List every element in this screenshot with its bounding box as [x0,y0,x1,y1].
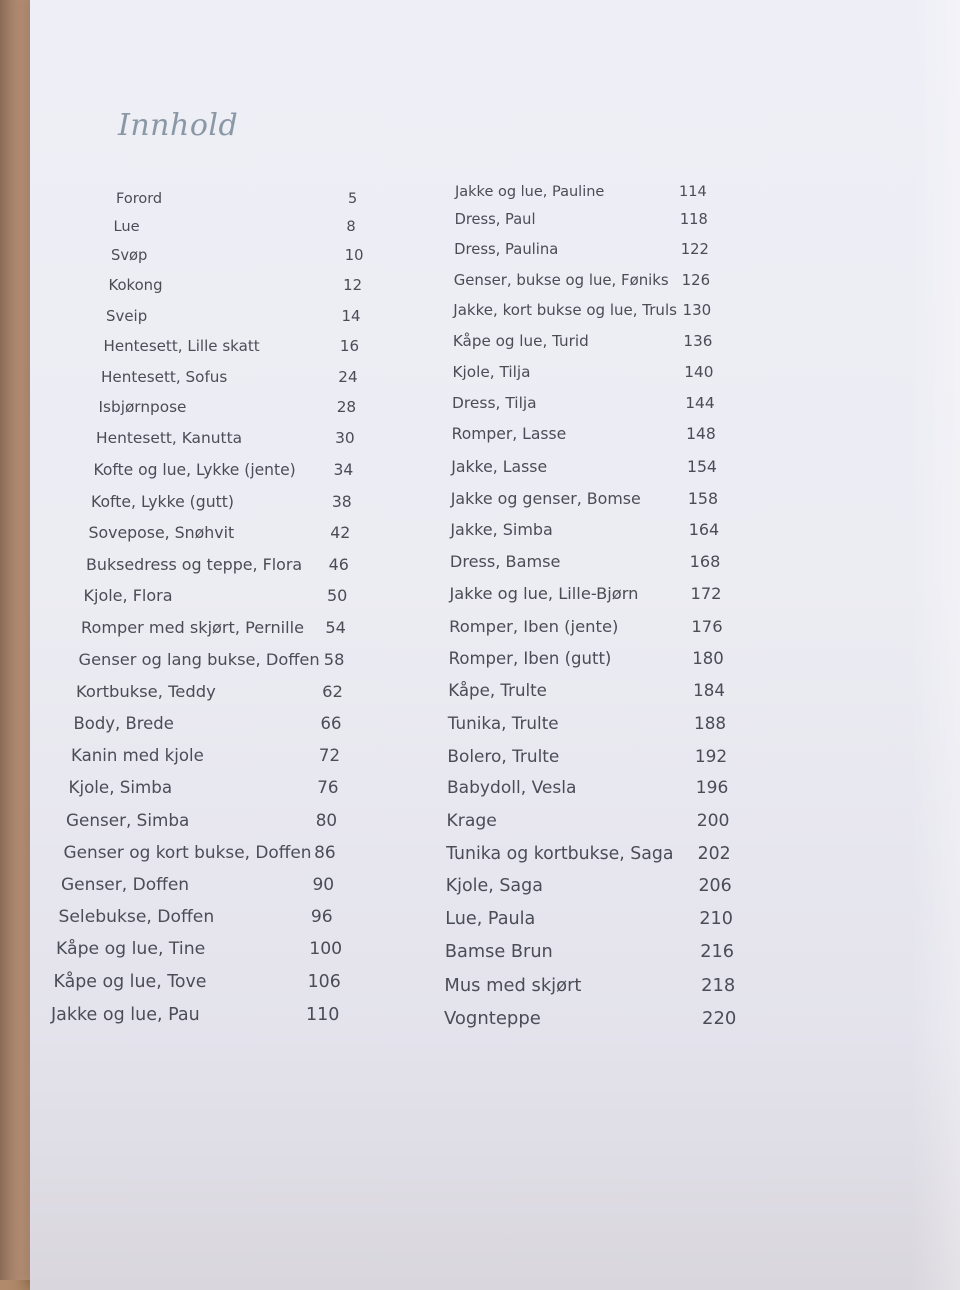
toc-entry-page-number: 14 [341,306,361,325]
toc-entry-page-number: 140 [684,362,714,381]
toc-entry-page-number: 202 [697,843,731,864]
toc-entry-title: Jakke og lue, Pauline [455,183,605,200]
toc-entry-page-number: 106 [307,971,341,992]
toc-entry-page-number: 154 [686,456,717,476]
toc-entry-page-number: 196 [695,778,729,799]
toc-entry-title: Jakke, kort bukse og lue, Truls [453,301,677,320]
toc-entry-page-number: 164 [688,520,720,540]
toc-entry-title: Body, Brede [73,713,174,733]
toc-entry-page-number: 218 [701,975,736,997]
toc-entry-title: Kofte og lue, Lykke (jente) [93,460,296,479]
toc-entry-page-number: 192 [694,745,728,766]
toc-entry-title: Buksedress og teppe, Flora [86,554,303,574]
toc-entry-title: Dress, Paul [454,211,536,229]
toc-entry-page-number: 96 [310,907,333,928]
toc-entry-title: Mus med skjørt [444,975,582,997]
toc-entry-title: Genser, bukse og lue, Føniks [453,270,669,289]
toc-entry-title: Jakke, Lasse [451,456,548,476]
toc-entry-page-number: 34 [333,460,354,479]
toc-entry-title: Lue [113,217,140,235]
toc-entry-page-number: 72 [318,745,340,765]
toc-entry-page-number: 210 [699,909,733,930]
toc-entry-page-number: 168 [689,552,721,572]
toc-entry-title: Genser, Simba [66,810,190,831]
toc-entry-title: Jakke og genser, Bomse [450,488,641,508]
toc-entry-title: Kjole, Flora [83,586,173,606]
toc-entry-title: Svøp [111,246,148,264]
toc-entry-page-number: 86 [314,842,336,863]
toc-entry-title: Forord [116,190,163,207]
toc-entry-title: Genser, Doffen [61,874,190,895]
toc-entry-page-number: 176 [691,616,723,636]
toc-entry-page-number: 10 [344,246,364,264]
toc-entry-page-number: 42 [330,523,351,543]
toc-entry-page-number: 144 [685,394,715,413]
toc-entry-title: Dress, Paulina [454,240,559,258]
toc-entry-title: Sveip [106,306,148,325]
toc-entry-page-number: 66 [320,713,342,733]
toc-entry-title: Hentesett, Sofus [101,367,228,386]
toc-entry-title: Romper, Iben (jente) [449,616,619,636]
toc-entry-page-number: 50 [327,586,348,606]
toc-entry-title: Kjole, Simba [68,777,173,797]
toc-entry-title: Sovepose, Snøhvit [88,523,235,543]
toc-entry-page-number: 172 [690,584,722,604]
toc-entry-page-number: 24 [338,367,358,386]
toc-entry-title: Jakke, Simba [450,520,553,540]
toc-entry-page-number: 8 [346,217,356,235]
toc-entry-page-number: 158 [687,488,719,508]
toc-entry-page-number: 5 [348,190,358,207]
toc-entry-title: Kåpe og lue, Tine [56,939,206,960]
toc-entry-title: Bolero, Trulte [447,745,560,766]
toc-entry-title: Kofte, Lykke (gutt) [91,491,234,511]
toc-entry-page-number: 46 [328,554,349,574]
toc-entry-title: Kortbukse, Teddy [76,681,216,701]
toc-entry-title: Kåpe og lue, Tove [53,971,207,992]
toc-entry-title: Selebukse, Doffen [58,907,215,928]
toc-entry-title: Dress, Tilja [452,394,537,413]
toc-entry-page-number: 38 [331,491,352,511]
toc-entry-page-number: 110 [306,1004,340,1025]
toc-entry-page-number: 122 [680,240,709,258]
toc-entry-page-number: 80 [315,810,338,831]
toc-entry-page-number: 12 [343,276,363,294]
toc-entry-title: Krage [446,811,497,832]
toc-entry-page-number: 118 [679,211,708,229]
toc-entry-title: Romper, Iben (gutt) [448,648,612,668]
toc-entry-page-number: 58 [323,649,345,669]
toc-entry-page-number: 188 [694,713,727,734]
toc-entry-title: Jakke og lue, Pau [51,1004,200,1025]
page-edge-shading [910,0,960,1290]
toc-entry-page-number: 16 [339,337,360,355]
toc-entry-title: Lue, Paula [445,909,536,930]
toc-entry-title: Bamse Brun [444,942,553,963]
toc-entry-page-number: 184 [693,681,725,701]
toc-entry-title: Hentesett, Lille skatt [103,337,260,355]
toc-entry-title: Tunika og kortbukse, Saga [446,843,674,864]
toc-entry-page-number: 100 [309,939,343,960]
toc-entry-title: Vognteppe [444,1008,541,1029]
toc-entry-page-number: 30 [335,429,355,448]
toc-entry-page-number: 220 [702,1008,737,1029]
toc-entry-page-number: 62 [322,681,343,701]
toc-entry-page-number: 136 [683,331,713,350]
toc-entry-title: Isbjørnpose [98,398,187,417]
toc-entry-title: Jakke og lue, Lille-Bjørn [449,584,639,604]
toc-entry-page-number: 90 [312,874,335,895]
toc-entry-title: Hentesett, Kanutta [96,429,243,448]
toc-entry-page-number: 216 [700,942,735,963]
toc-entry-page-number: 28 [336,398,357,417]
toc-entry-title: Babydoll, Vesla [446,778,577,799]
toc-entry-title: Kokong [108,276,163,294]
toc-entry-title: Kåpe og lue, Turid [452,331,589,350]
page-title: Innhold [118,108,239,143]
toc-entry-page-number: 126 [681,270,711,289]
toc-entry-page-number: 180 [692,648,724,668]
toc-entry-title: Tunika, Trulte [447,713,559,734]
toc-entry-page-number: 76 [317,777,339,797]
toc-entry-page-number: 114 [679,183,707,200]
toc-entry-title: Romper med skjørt, Pernille [81,618,305,638]
toc-entry-page-number: 54 [325,618,346,638]
toc-entry-page-number: 206 [698,876,732,897]
toc-entry-title: Genser og lang bukse, Doffen [78,649,320,669]
toc-entry-page-number: 200 [696,811,730,832]
toc-entry-title: Kåpe, Trulte [448,681,547,701]
toc-entry-title: Kjole, Saga [445,876,543,897]
toc-entry-title: Romper, Lasse [451,425,567,444]
toc-entry-title: Kjole, Tilja [452,362,531,381]
toc-entry-title: Dress, Bamse [449,552,561,572]
toc-entry-title: Genser og kort bukse, Doffen [63,842,312,863]
book-page [30,0,960,1290]
toc-entry-title: Kanin med kjole [71,745,204,765]
toc-entry-page-number: 130 [682,301,712,320]
toc-entry-page-number: 148 [686,425,716,444]
